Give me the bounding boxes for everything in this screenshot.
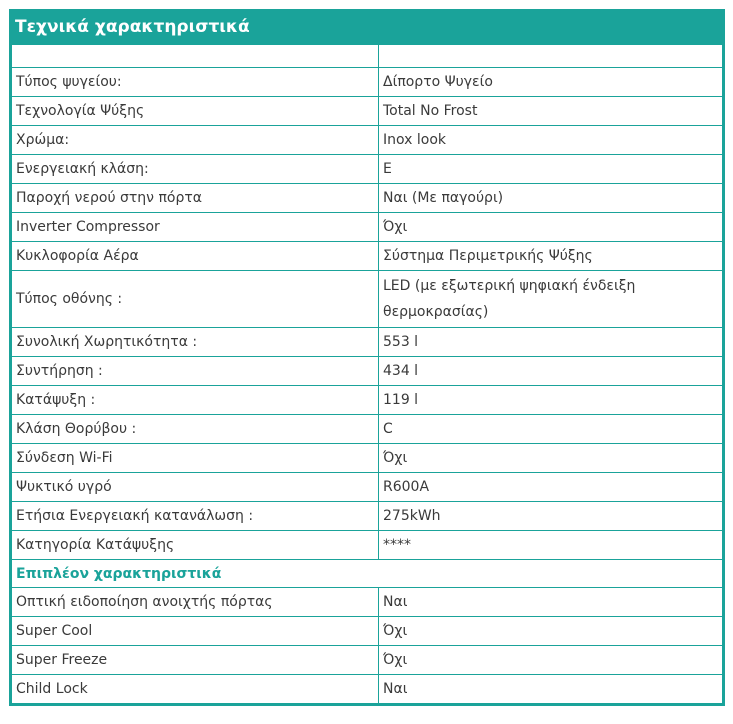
spec-label: Τύπος ψυγείου:: [12, 68, 379, 97]
spec-label: Child Lock: [12, 675, 379, 704]
spec-value: Όχι: [379, 444, 723, 473]
spec-label: Συντήρηση :: [12, 357, 379, 386]
spec-label: Κατάψυξη :: [12, 386, 379, 415]
spec-label: Κυκλοφορία Αέρα: [12, 242, 379, 271]
spec-label: Σύνδεση Wi-Fi: [12, 444, 379, 473]
spec-value: ****: [379, 531, 723, 560]
extra-row-super-cool: [12, 617, 723, 646]
extra-row-door-alarm: [12, 588, 723, 617]
spec-label: Super Freeze: [12, 646, 379, 675]
spec-label: Ψυκτικό υγρό: [12, 473, 379, 502]
spec-label: Inverter Compressor: [12, 213, 379, 242]
spec-row-refrigerant: [12, 473, 723, 502]
spec-row-annual-energy: [12, 502, 723, 531]
spec-row-noise-class: [12, 415, 723, 444]
spec-value: R600A: [379, 473, 723, 502]
spec-value: 275kWh: [379, 502, 723, 531]
spec-row-total-capacity: [12, 328, 723, 357]
spec-value: 434 l: [379, 357, 723, 386]
spec-row-air-circulation: [12, 242, 723, 271]
spec-value: C: [379, 415, 723, 444]
spec-value: Όχι: [379, 617, 723, 646]
section-header-extras: [12, 560, 723, 588]
blank-row: [12, 45, 723, 68]
spec-row-energy-class: [12, 155, 723, 184]
spec-value: Όχι: [379, 646, 723, 675]
spec-label: Ετήσια Ενεργειακή κατανάλωση :: [12, 502, 379, 531]
specifications-table: [11, 44, 723, 704]
spec-row-inverter-compressor: [12, 213, 723, 242]
spec-value: Ναι: [379, 675, 723, 704]
spec-label: Super Cool: [12, 617, 379, 646]
spec-label: Ενεργειακή κλάση:: [12, 155, 379, 184]
panel-title: Τεχνικά χαρακτηριστικά: [11, 11, 723, 44]
specifications-panel: [9, 9, 725, 706]
extra-row-super-freeze: [12, 646, 723, 675]
spec-value: Ναι: [379, 588, 723, 617]
spec-label: Χρώμα:: [12, 126, 379, 155]
section-title: Επιπλέον χαρακτηριστικά: [12, 560, 723, 588]
extra-row-child-lock: [12, 675, 723, 704]
spec-value: Δίπορτο Ψυγείο: [379, 68, 723, 97]
spec-row-fridge-capacity: [12, 357, 723, 386]
spec-value: Ναι (Με παγούρι): [379, 184, 723, 213]
spec-value: Σύστημα Περιμετρικής Ψύξης: [379, 242, 723, 271]
spec-value: Όχι: [379, 213, 723, 242]
spec-label: Τεχνολογία Ψύξης: [12, 97, 379, 126]
spec-row-fridge-type: [12, 68, 723, 97]
spec-value: 553 l: [379, 328, 723, 357]
spec-value: Inox look: [379, 126, 723, 155]
spec-value: 119 l: [379, 386, 723, 415]
spec-value: LED (με εξωτερική ψηφιακή ένδειξη θερμοκρασίας): [379, 271, 723, 328]
spec-label: Παροχή νερού στην πόρτα: [12, 184, 379, 213]
spec-row-cooling-technology: [12, 97, 723, 126]
spec-label: Κατηγορία Κατάψυξης: [12, 531, 379, 560]
spec-label: Κλάση Θορύβου :: [12, 415, 379, 444]
spec-row-freezer-capacity: [12, 386, 723, 415]
spec-label: Τύπος οθόνης :: [12, 271, 379, 328]
spec-row-display-type: [12, 271, 723, 328]
spec-label: Συνολική Χωρητικότητα :: [12, 328, 379, 357]
spec-value: Total No Frost: [379, 97, 723, 126]
spec-row-freezer-rating: [12, 531, 723, 560]
spec-row-wifi: [12, 444, 723, 473]
spec-row-color: [12, 126, 723, 155]
spec-row-water-dispenser: [12, 184, 723, 213]
spec-value: E: [379, 155, 723, 184]
spec-label: Οπτική ειδοποίηση ανοιχτής πόρτας: [12, 588, 379, 617]
